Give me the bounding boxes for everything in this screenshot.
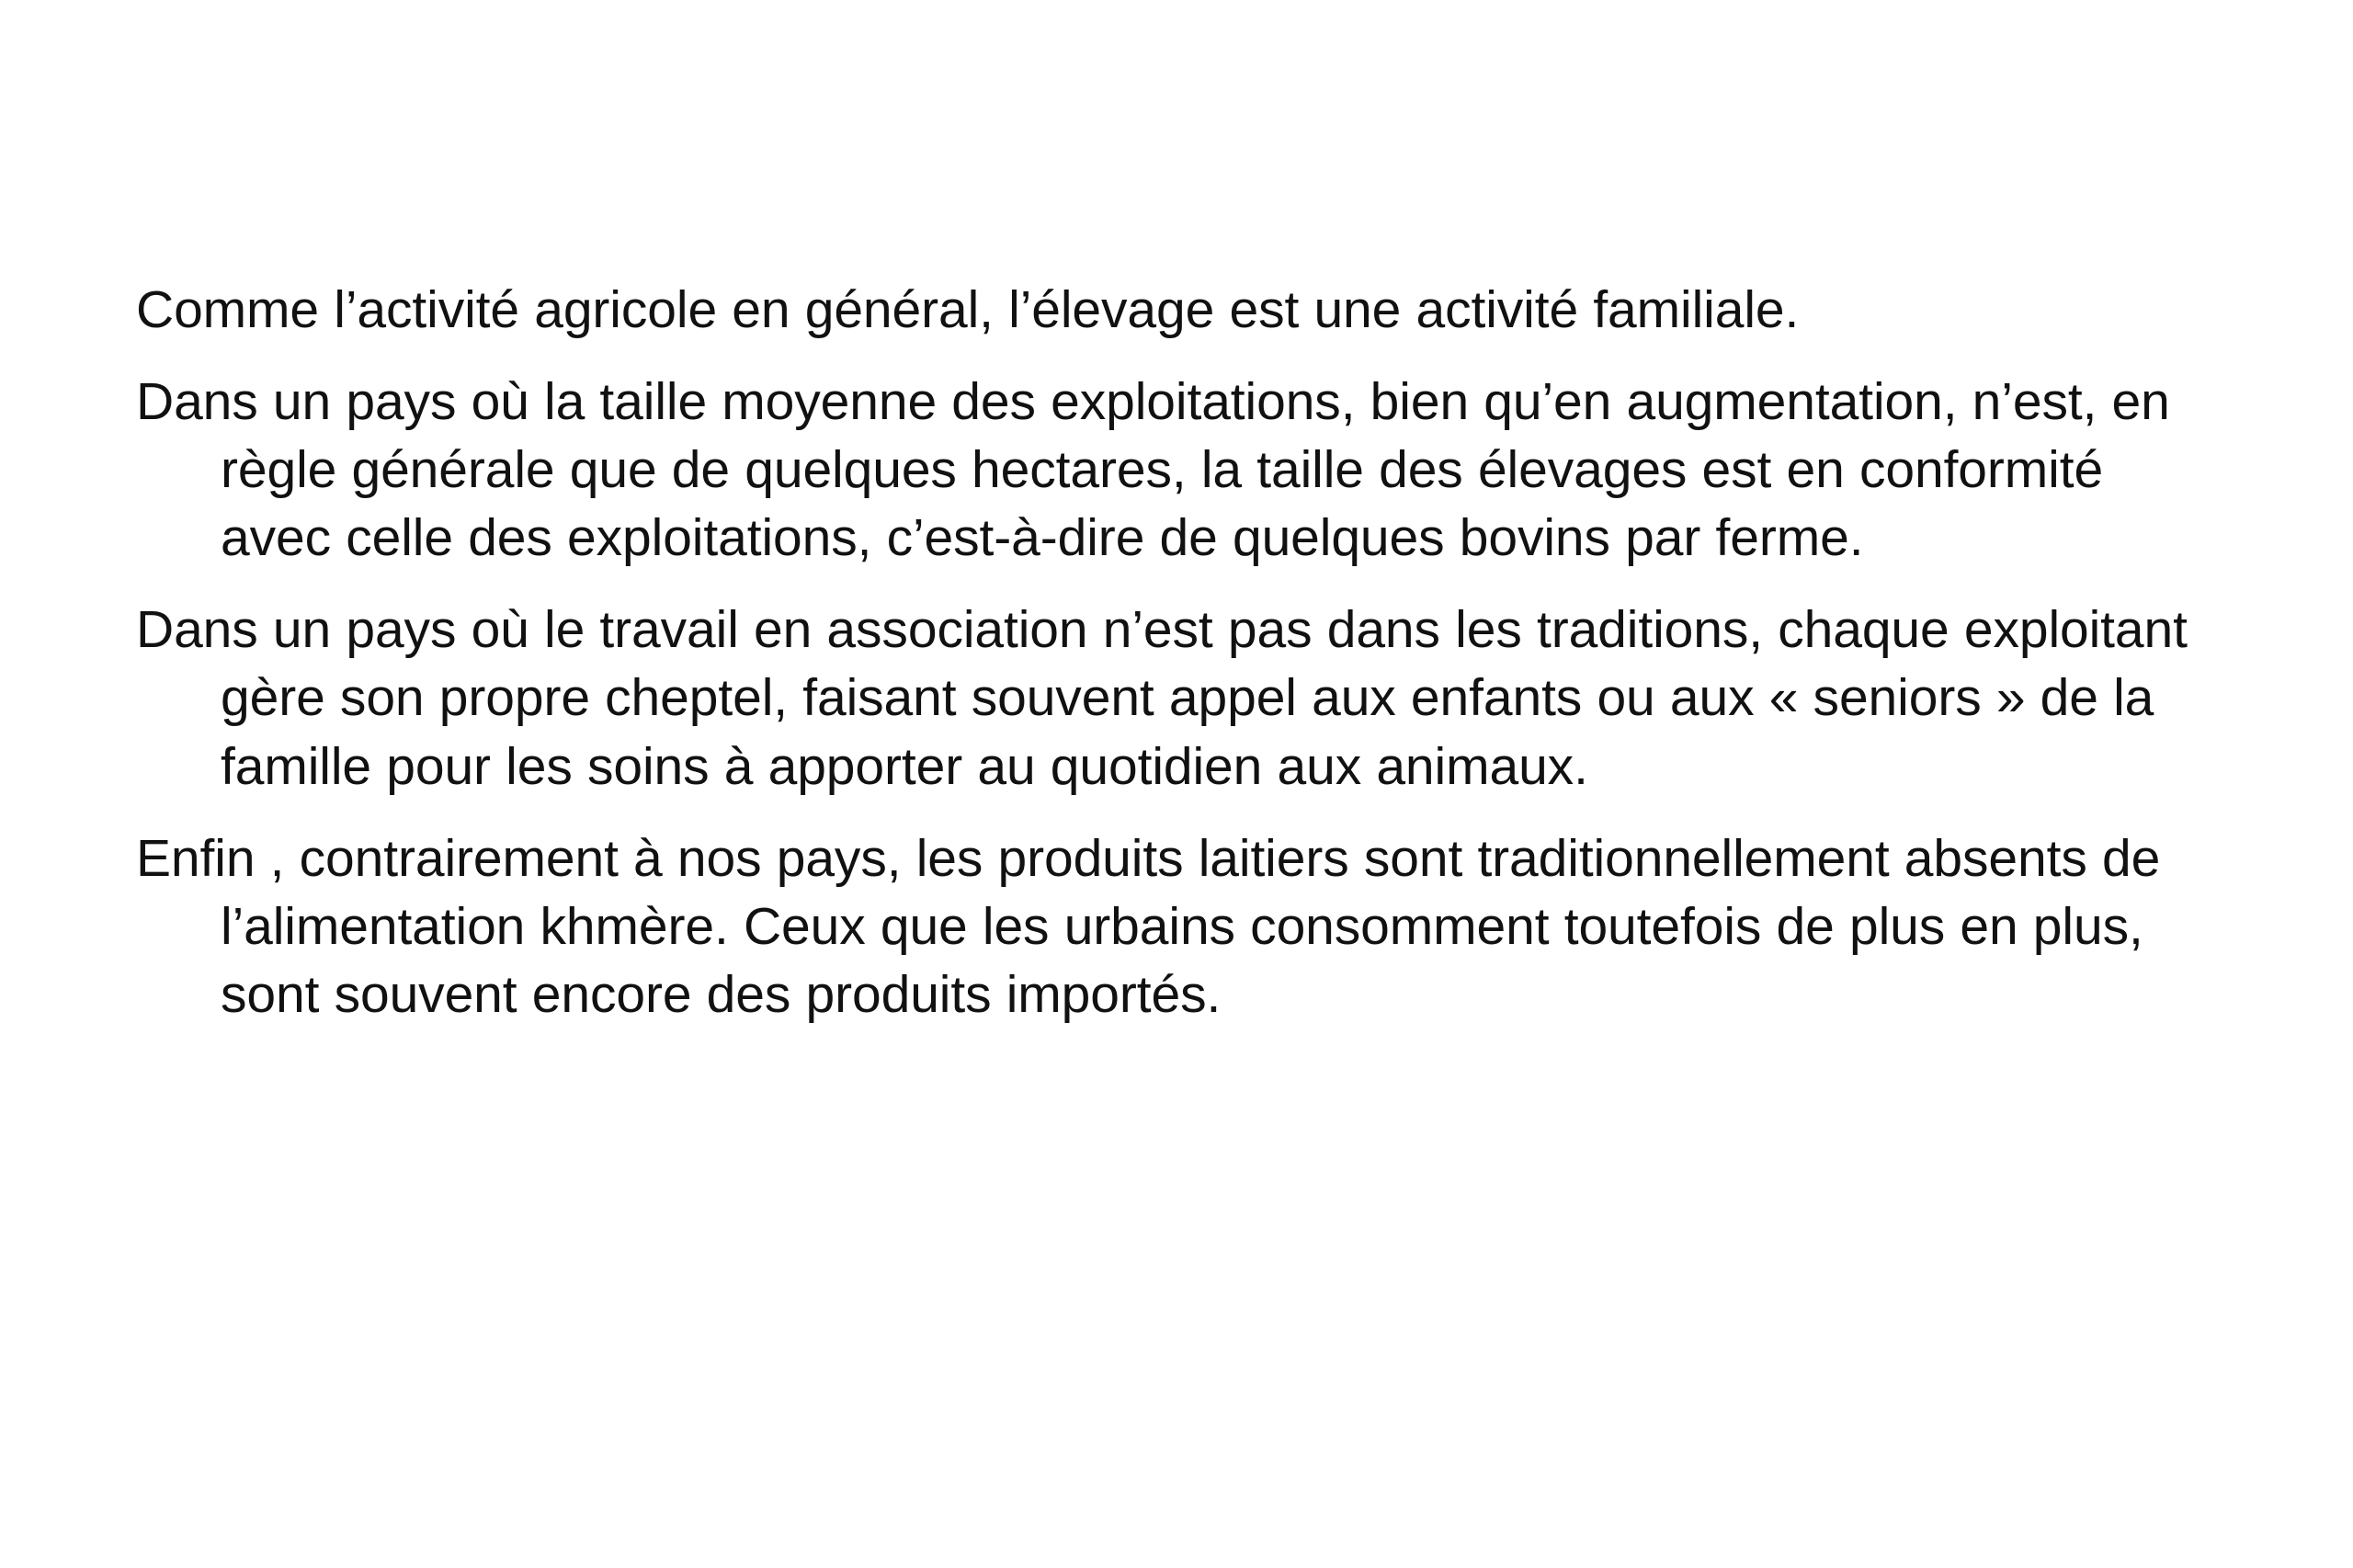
slide-body-text [136, 276, 2222, 1028]
body-paragraph: Enfin , contrairement à nos pays, les produits laitiers sont traditionnellement absents de l’alimentation khmère. Ceux que les urbains consomment toutefois de plus en plus, sont souvent encore des produits importés. [136, 828, 2161, 1024]
body-paragraph: Dans un pays où le travail en association n’est pas dans les traditions, chaque exploitant gère son propre cheptel, faisant souvent appel aux enfants ou aux « seniors » de la famille pour les soins à apporter au quotidien aux animaux. [136, 600, 2188, 796]
body-paragraph: Dans un pays où la taille moyenne des exploitations, bien qu’en augmentation, n’est, en règle générale que de quelques hectares, la taille des élevages est en conformité avec celle des exploitations, c’est-à-dire de quelques bovins par ferme. [136, 372, 2170, 568]
body-paragraph: Comme l’activité agricole en général, l’élevage est une activité familiale. [136, 280, 1800, 339]
